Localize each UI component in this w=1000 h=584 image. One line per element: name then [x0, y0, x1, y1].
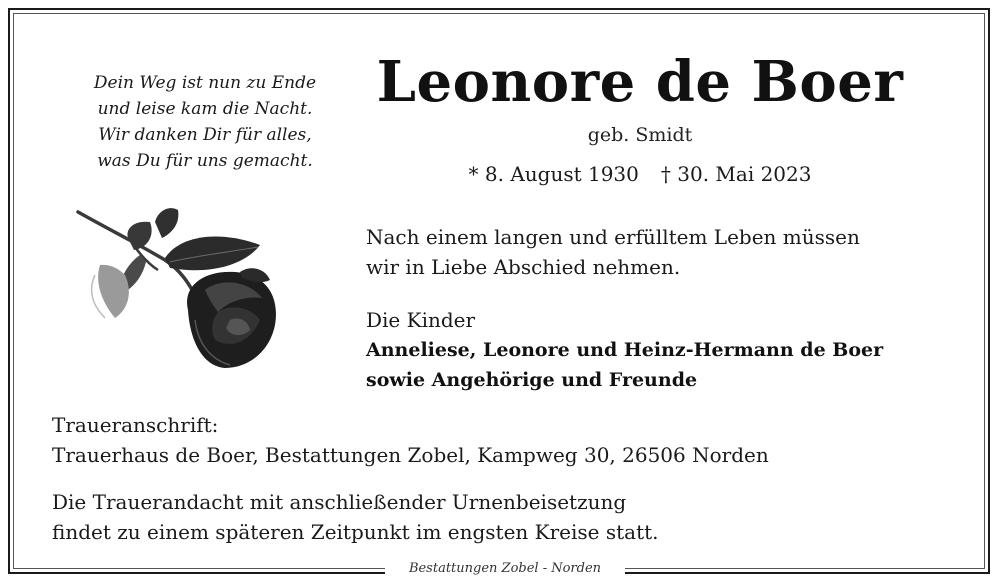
- mourners-intro: Die Kinder: [366, 308, 476, 332]
- birth-date: * 8. August 1930: [468, 162, 639, 186]
- poem-line: Dein Weg ist nun zu Ende: [93, 73, 317, 93]
- poem-line: was Du für uns gemacht.: [97, 151, 313, 171]
- mourning-address: [52, 410, 952, 470]
- mourners-others: sowie Angehörige und Freunde: [366, 369, 698, 391]
- mourners-names: Anneliese, Leonore und Heinz-Hermann de Boer: [366, 339, 884, 361]
- message-line: Nach einem langen und erfülltem Leben müssen: [366, 225, 860, 249]
- death-date: † 30. Mai 2023: [660, 162, 812, 186]
- poem-line: und leise kam die Nacht.: [97, 99, 313, 119]
- address-label: Traueranschrift:: [52, 413, 219, 437]
- ceremony-line: Die Trauerandacht mit anschließender Urnenbeisetzung: [52, 490, 627, 514]
- mourners: [366, 305, 966, 395]
- message-line: wir in Liebe Abschied nehmen.: [366, 255, 681, 279]
- birth-name: geb. Smidt: [587, 124, 693, 146]
- life-dates: [335, 160, 945, 188]
- ceremony-line: findet zu einem späteren Zeitpunkt im engsten Kreise statt.: [52, 520, 659, 544]
- ceremony-notice: [52, 487, 952, 547]
- deceased-name: Leonore de Boer: [376, 49, 904, 115]
- address-value: Trauerhaus de Boer, Bestattungen Zobel, Kampweg 30, 26506 Norden: [52, 443, 769, 467]
- poem: [55, 70, 355, 174]
- poem-line: Wir danken Dir für alles,: [98, 125, 312, 145]
- farewell-message: [366, 222, 956, 282]
- rose-icon: [70, 200, 300, 380]
- footer-credit: Bestattungen Zobel - Norden: [385, 557, 625, 581]
